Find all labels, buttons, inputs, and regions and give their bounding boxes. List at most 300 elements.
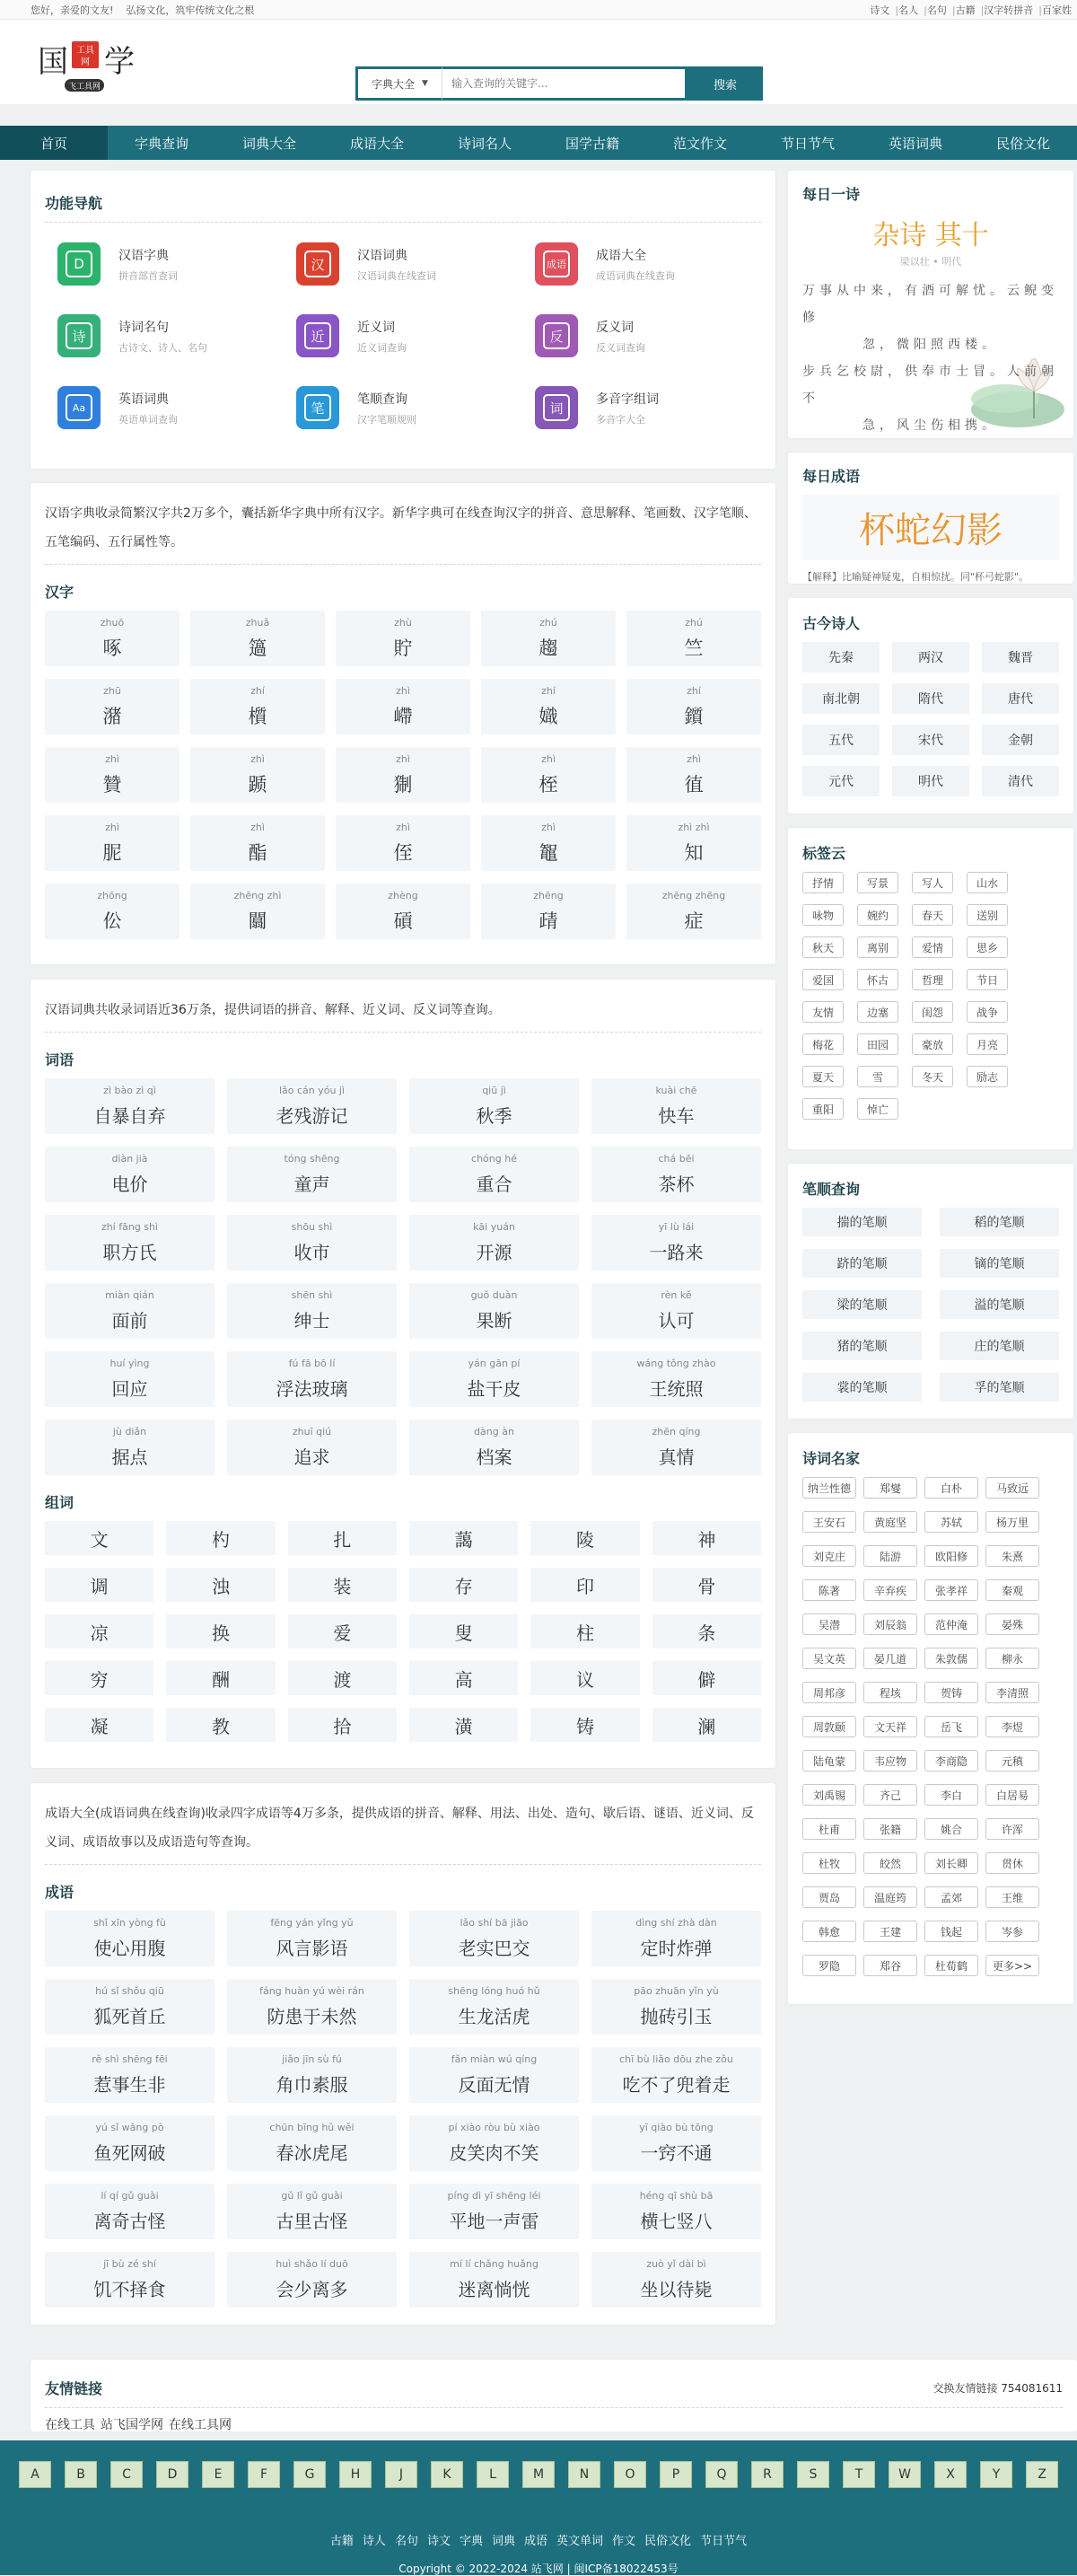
ciyu-card[interactable]	[409, 1147, 579, 1202]
letter-index-item[interactable]: B	[65, 2461, 97, 2488]
feature-item[interactable]	[57, 242, 284, 286]
chengyu-card[interactable]	[45, 2115, 215, 2171]
footer-link[interactable]: 节日节气	[700, 2535, 748, 2548]
poet-name-item[interactable]: 元稹	[985, 1750, 1039, 1772]
footer-link[interactable]: 古籍	[329, 2535, 354, 2548]
footer-link[interactable]: 民俗文化	[644, 2535, 692, 2548]
chengyu-card[interactable]	[409, 1911, 579, 1966]
dynasty-item[interactable]: 明代	[892, 766, 969, 796]
poet-name-item[interactable]: 吴潜	[802, 1613, 856, 1635]
chengyu-card[interactable]	[409, 2115, 579, 2171]
zuci-item[interactable]: 条	[652, 1614, 761, 1648]
chengyu-card[interactable]	[591, 2184, 761, 2239]
chengyu-card[interactable]	[591, 1979, 761, 2035]
tag-item[interactable]: 田园	[857, 1033, 898, 1055]
tag-item[interactable]: 咏物	[802, 904, 844, 926]
icon-glyph: Aa	[66, 394, 92, 421]
hanzi-card[interactable]	[481, 884, 616, 939]
letter-index-item[interactable]: C	[110, 2461, 143, 2488]
stroke-order-item[interactable]: 溢的笔顺	[940, 1290, 1059, 1319]
dynasty-item[interactable]: 魏晋	[982, 642, 1059, 673]
hanzi-card[interactable]	[190, 679, 325, 734]
zuci-item[interactable]: 神	[652, 1521, 761, 1555]
friend-links-contact: 交换友情链接 754081611	[933, 2382, 1063, 2395]
top-link[interactable]: 名人	[898, 4, 919, 16]
friend-link[interactable]: 站飞国学网	[101, 2418, 163, 2432]
zuci-item[interactable]: 凝	[45, 1708, 153, 1742]
ciyu-card[interactable]	[591, 1351, 761, 1407]
poet-name-item[interactable]: 温庭筠	[863, 1886, 917, 1908]
search-bar	[355, 66, 763, 101]
letter-index-item[interactable]: T	[843, 2461, 875, 2488]
chengyu-card[interactable]	[227, 2047, 397, 2103]
pinyin: rě shì shēng fēi	[92, 2053, 168, 2065]
feature-item[interactable]	[57, 314, 284, 357]
poet-name-item[interactable]: 吴文英	[802, 1648, 856, 1669]
ciyu-card[interactable]	[45, 1283, 215, 1339]
dynasty-item[interactable]: 先秦	[802, 642, 880, 673]
ciyu-card[interactable]	[45, 1215, 215, 1270]
tag-item[interactable]: 闺怨	[912, 1001, 953, 1023]
letter-index-item[interactable]: A	[19, 2461, 51, 2488]
zuci-item[interactable]: 叟	[409, 1614, 518, 1648]
stroke-order-item[interactable]: 跻的笔顺	[802, 1249, 922, 1278]
nav-item[interactable]: 英语词典	[888, 135, 942, 152]
tag-item[interactable]: 思乡	[967, 936, 1008, 958]
zuci-item[interactable]: 凉	[45, 1614, 153, 1648]
chengyu-card[interactable]	[227, 1911, 397, 1966]
poet-name-item[interactable]: 杜牧	[802, 1852, 856, 1874]
tag-item[interactable]: 重阳	[802, 1098, 844, 1120]
hanzi-card[interactable]	[45, 884, 180, 939]
footer-link[interactable]: 名句	[394, 2535, 418, 2548]
chengyu-card[interactable]	[409, 1979, 579, 2035]
poet-name-item[interactable]: 孟郊	[924, 1886, 978, 1908]
dynasty-item[interactable]: 隋代	[892, 683, 969, 714]
nav-item[interactable]: 词典大全	[241, 135, 296, 152]
chengyu-card[interactable]	[45, 2252, 215, 2308]
ciyu-card[interactable]	[409, 1215, 579, 1270]
ciyu-card[interactable]	[409, 1283, 579, 1339]
word: 开源	[476, 1242, 512, 1263]
ciyu-card[interactable]	[45, 1078, 215, 1134]
icon-glyph: 反	[543, 322, 570, 349]
letter-index-item[interactable]: N	[568, 2461, 600, 2488]
poet-name-item[interactable]: 贾岛	[802, 1886, 856, 1908]
poet-name-item[interactable]: 陆龟蒙	[802, 1750, 856, 1772]
feature-desc: 英语单词查询	[118, 413, 178, 426]
hanzi-card[interactable]	[626, 884, 761, 939]
tag-item[interactable]: 雪	[857, 1066, 898, 1087]
letter-index-item[interactable]: F	[248, 2461, 280, 2488]
poet-name-item[interactable]: 晏几道	[863, 1648, 917, 1669]
poet-name-item[interactable]: 苏轼	[924, 1511, 978, 1533]
poet-name-item[interactable]: 王建	[863, 1921, 917, 1942]
poet-name-item[interactable]: 李白	[924, 1784, 978, 1806]
letter-index-item[interactable]: L	[477, 2461, 509, 2488]
chengyu-card[interactable]	[45, 2047, 215, 2103]
poet-name-item[interactable]: 王维	[985, 1886, 1039, 1908]
poet-name-item[interactable]: 晏殊	[985, 1613, 1039, 1635]
poet-name-item[interactable]: 杜荀鹤	[924, 1955, 978, 1976]
hanzi-card[interactable]	[190, 815, 325, 871]
dynasty-item[interactable]: 唐代	[982, 683, 1059, 714]
tag-item[interactable]: 夏天	[802, 1066, 844, 1087]
ciyu-card[interactable]	[45, 1147, 215, 1202]
tag-item[interactable]: 悼亡	[857, 1098, 898, 1120]
poet-name-item[interactable]: 刘克庄	[802, 1545, 856, 1567]
stroke-icon	[296, 386, 339, 429]
poet-name-item[interactable]: 韩愈	[802, 1921, 856, 1942]
hanzi-card[interactable]	[190, 611, 325, 666]
tag-item[interactable]: 励志	[967, 1066, 1008, 1087]
zuci-item[interactable]: 文	[45, 1521, 153, 1555]
hanzi-card[interactable]	[190, 884, 325, 939]
letter-index-item[interactable]: R	[751, 2461, 784, 2488]
letter-index-item[interactable]: W	[889, 2461, 921, 2488]
poet-name-item[interactable]: 柳永	[985, 1648, 1039, 1669]
ciyu-card[interactable]	[409, 1078, 579, 1134]
poet-name-item[interactable]: 李煜	[985, 1716, 1039, 1737]
tag-item[interactable]: 秋天	[802, 936, 844, 958]
poet-name-item[interactable]: 岑参	[985, 1921, 1039, 1942]
poet-name-item[interactable]: 张孝祥	[924, 1579, 978, 1601]
tag-item[interactable]: 月亮	[967, 1033, 1008, 1055]
ciyu-card[interactable]	[227, 1078, 397, 1134]
zuci-item[interactable]: 杓	[166, 1521, 275, 1555]
tag-item[interactable]: 抒情	[802, 872, 844, 893]
hanzi-card[interactable]	[481, 679, 616, 734]
dynasty-item[interactable]: 南北朝	[802, 683, 880, 714]
ciyu-card[interactable]	[227, 1147, 397, 1202]
top-link[interactable]: 古籍	[955, 4, 976, 16]
zuci-item[interactable]: 穷	[45, 1661, 153, 1695]
poet-name-item[interactable]: 刘禹锡	[802, 1784, 856, 1806]
hanzi-card[interactable]	[336, 815, 470, 871]
stroke-order-item[interactable]: 稻的笔顺	[940, 1208, 1059, 1236]
chengyu-card[interactable]	[409, 2047, 579, 2103]
pinyin: zhēn qíng	[652, 1426, 701, 1437]
poet-name-item[interactable]: 周邦彦	[802, 1682, 856, 1703]
hanzi-card[interactable]	[336, 679, 470, 734]
hanzi-card[interactable]	[45, 679, 180, 734]
ciyu-card[interactable]	[591, 1078, 761, 1134]
ciyu-card[interactable]	[409, 1420, 579, 1475]
stroke-order-item[interactable]: 孚的笔顺	[940, 1373, 1059, 1402]
poet-name-item[interactable]: 李商隐	[924, 1750, 978, 1772]
poet-name-item[interactable]: 罗隐	[802, 1955, 856, 1976]
poet-name-item[interactable]: 皎然	[863, 1852, 917, 1874]
pinyin: yī qiào bù tōng	[639, 2122, 714, 2133]
poet-name-item[interactable]: 张籍	[863, 1818, 917, 1840]
friend-link[interactable]: 在线工具网	[169, 2418, 232, 2432]
letter-index-item[interactable]: E	[202, 2461, 234, 2488]
poet-name-item[interactable]: 齐己	[863, 1784, 917, 1806]
tag-item[interactable]: 写人	[912, 872, 953, 893]
dynasty-item[interactable]: 五代	[802, 725, 880, 755]
dynasty-item[interactable]: 宋代	[892, 725, 969, 755]
poet-name-item[interactable]: 欧阳修	[924, 1545, 978, 1567]
dynasty-item[interactable]: 清代	[982, 766, 1059, 796]
tag-item[interactable]: 冬天	[912, 1066, 953, 1087]
hanzi-card[interactable]	[626, 611, 761, 666]
zuci-item[interactable]: 扎	[288, 1521, 397, 1555]
feature-item[interactable]	[296, 314, 522, 357]
tag-item[interactable]: 怀古	[857, 969, 898, 990]
hanzi-card[interactable]	[336, 747, 470, 803]
ciyu-card[interactable]	[45, 1420, 215, 1475]
letter-index-item[interactable]: O	[614, 2461, 646, 2488]
dynasty-item[interactable]: 元代	[802, 766, 880, 796]
site-logo[interactable]	[36, 38, 144, 97]
ciyu-card[interactable]	[591, 1147, 761, 1202]
zuci-item[interactable]: 酬	[166, 1661, 275, 1695]
zuci-item[interactable]: 澜	[652, 1708, 761, 1742]
tag-item[interactable]: 离别	[857, 936, 898, 958]
poet-name-item[interactable]: 文天祥	[863, 1716, 917, 1737]
zuci-item[interactable]: 藹	[409, 1521, 518, 1555]
poet-name-item[interactable]: 马致远	[985, 1477, 1039, 1499]
stroke-order-item[interactable]: 猪的笔顺	[802, 1332, 922, 1360]
nav-item[interactable]: 节日节气	[780, 135, 835, 152]
tag-item[interactable]: 边塞	[857, 1001, 898, 1023]
poet-name-item[interactable]: 白朴	[924, 1477, 978, 1499]
poet-name-item[interactable]: 范仲淹	[924, 1613, 978, 1635]
poet-name-item[interactable]: 许浑	[985, 1818, 1039, 1840]
poet-name-item[interactable]: 刘长卿	[924, 1852, 978, 1874]
zuci-item[interactable]: 铸	[530, 1708, 639, 1742]
feature-item[interactable]	[535, 314, 761, 357]
chengyu-card[interactable]	[45, 1979, 215, 2035]
footer-link[interactable]: 字典	[459, 2535, 483, 2548]
ciyu-card[interactable]	[591, 1215, 761, 1270]
chengyu-card[interactable]	[227, 2184, 397, 2239]
hanzi-card[interactable]	[626, 815, 761, 871]
hanzi-card[interactable]	[45, 815, 180, 871]
chengyu-card[interactable]	[227, 2115, 397, 2171]
poet-name-item[interactable]: 刘辰翁	[863, 1613, 917, 1635]
poet-name-item[interactable]: 朱敦儒	[924, 1648, 978, 1669]
chengyu-card[interactable]	[45, 1911, 215, 1966]
poet-name-item[interactable]: 陈著	[802, 1579, 856, 1601]
letter-index-item[interactable]: G	[293, 2461, 326, 2488]
poet-name-item[interactable]: 岳飞	[924, 1716, 978, 1737]
poet-name-item[interactable]: 更多>>	[985, 1955, 1039, 1976]
letter-index-item[interactable]: K	[431, 2461, 463, 2488]
letter-index-item[interactable]: P	[660, 2461, 692, 2488]
hanzi-card[interactable]	[481, 747, 616, 803]
poet-name-item[interactable]: 王安石	[802, 1511, 856, 1533]
letter-index-item[interactable]: H	[339, 2461, 372, 2488]
poem-title[interactable]: 杂诗 其十	[872, 220, 989, 251]
poet-name-item[interactable]: 白居易	[985, 1784, 1039, 1806]
nav-item[interactable]: 范文作文	[672, 135, 727, 152]
letter-index-item[interactable]: X	[934, 2461, 967, 2488]
poet-name-item[interactable]: 黄庭坚	[863, 1511, 917, 1533]
zuci-item[interactable]: 潢	[409, 1708, 518, 1742]
zuci-item[interactable]: 浊	[166, 1568, 275, 1602]
feature-item[interactable]	[535, 386, 761, 429]
zuci-item[interactable]: 高	[409, 1661, 518, 1695]
poet-name-item[interactable]: 贺铸	[924, 1682, 978, 1703]
feature-item[interactable]	[296, 386, 522, 429]
letter-index-item[interactable]: M	[522, 2461, 555, 2488]
poet-name-item[interactable]: 姚合	[924, 1818, 978, 1840]
letter-index-item[interactable]: Z	[1026, 2461, 1058, 2488]
chengyu-card[interactable]	[409, 2252, 579, 2308]
pinyin: huì shǎo lí duō	[276, 2258, 348, 2270]
poet-name-item[interactable]: 郑谷	[863, 1955, 917, 1976]
zuci-item[interactable]: 换	[166, 1614, 275, 1648]
zuci-item[interactable]: 柱	[530, 1614, 639, 1648]
ciyu-card[interactable]	[409, 1351, 579, 1407]
chengyu-card[interactable]	[227, 2252, 397, 2308]
zuci-item[interactable]: 拾	[288, 1708, 397, 1742]
chengyu-card[interactable]	[591, 2252, 761, 2308]
tag-item[interactable]: 友情	[802, 1001, 844, 1023]
letter-index-item[interactable]: J	[385, 2461, 417, 2488]
feature-name: 诗词名句	[118, 320, 169, 335]
stroke-order-item[interactable]: 裳的笔顺	[802, 1373, 922, 1402]
tag-item[interactable]: 写景	[857, 872, 898, 893]
tag-item[interactable]: 婉约	[857, 904, 898, 926]
poet-name-item[interactable]: 韦应物	[863, 1750, 917, 1772]
nav-item[interactable]: 字典查询	[134, 135, 188, 152]
word: 童声	[293, 1174, 330, 1195]
footer-link[interactable]: 英文单词	[556, 2535, 604, 2548]
nav-item[interactable]: 国学古籍	[565, 135, 619, 152]
zuci-item[interactable]: 僻	[652, 1661, 761, 1695]
top-link[interactable]: 百家姓	[1042, 4, 1072, 16]
footer-link[interactable]: 词典	[491, 2535, 515, 2548]
hanzi-card[interactable]	[45, 611, 180, 666]
hanzi-card[interactable]	[481, 611, 616, 666]
feature-item[interactable]	[296, 242, 522, 286]
chengyu-card[interactable]	[591, 2115, 761, 2171]
footer-link[interactable]: 诗文	[426, 2535, 451, 2548]
tag-item[interactable]: 节日	[967, 969, 1008, 990]
ciyu-card[interactable]	[227, 1420, 397, 1475]
stroke-order-item[interactable]: 镝的笔顺	[940, 1249, 1059, 1278]
letter-index-item[interactable]: Q	[705, 2461, 738, 2488]
search-category-select[interactable]	[355, 66, 442, 101]
poet-name-item[interactable]: 杜甫	[802, 1818, 856, 1840]
ciyu-card[interactable]	[591, 1283, 761, 1339]
footer-link[interactable]: 成语	[524, 2535, 548, 2548]
idiom-book-icon	[535, 242, 578, 286]
poet-name-item[interactable]: 周敦颐	[802, 1716, 856, 1737]
nav-item[interactable]: 成语大全	[349, 135, 404, 152]
chengyu-card[interactable]	[591, 2047, 761, 2103]
top-link[interactable]: 名句	[926, 4, 947, 16]
daily-idiom-word[interactable]: 杯蛇幻影	[802, 495, 1059, 560]
poet-name-item[interactable]: 郑燮	[863, 1477, 917, 1499]
word: 追求	[293, 1446, 330, 1468]
poet-name-item[interactable]: 钱起	[924, 1921, 978, 1942]
hanzi-card[interactable]	[626, 747, 761, 803]
chengyu-card[interactable]	[591, 1911, 761, 1966]
tag-item[interactable]: 战争	[967, 1001, 1008, 1023]
ciyu-card[interactable]	[45, 1351, 215, 1407]
hanzi-card[interactable]	[45, 747, 180, 803]
hanzi-card[interactable]	[336, 611, 470, 666]
dynasty-item[interactable]: 两汉	[892, 642, 969, 673]
zuci-item[interactable]: 存	[409, 1568, 518, 1602]
feature-text	[596, 246, 675, 283]
chengyu-card[interactable]	[45, 2184, 215, 2239]
zuci-item[interactable]: 渡	[288, 1661, 397, 1695]
poet-name-item[interactable]: 李清照	[985, 1682, 1039, 1703]
tag-item[interactable]: 梅花	[802, 1033, 844, 1055]
zuci-item[interactable]: 骨	[652, 1568, 761, 1602]
poet-name-item[interactable]: 秦观	[985, 1579, 1039, 1601]
tag-item[interactable]: 爱情	[912, 936, 953, 958]
nav-item[interactable]: 诗词名人	[457, 135, 512, 152]
search-input[interactable]	[442, 66, 687, 101]
poet-name-item[interactable]: 贯休	[985, 1852, 1039, 1874]
stroke-order-item[interactable]: 揣的笔顺	[802, 1208, 922, 1236]
hanzi-card[interactable]	[626, 679, 761, 734]
tag-item[interactable]: 豪放	[912, 1033, 953, 1055]
footer-link[interactable]: 诗人	[362, 2535, 386, 2548]
footer-link[interactable]: 作文	[612, 2535, 636, 2548]
zuci-item[interactable]: 印	[530, 1568, 639, 1602]
chengyu-card[interactable]	[409, 2184, 579, 2239]
tag-item[interactable]: 山水	[967, 872, 1008, 893]
poet-name-item[interactable]: 陆游	[863, 1545, 917, 1567]
hanzi-card[interactable]	[336, 884, 470, 939]
zuci-item[interactable]: 爱	[288, 1614, 397, 1648]
letter-index-item[interactable]: S	[797, 2461, 829, 2488]
dynasty-item[interactable]: 金朝	[982, 725, 1059, 755]
friend-link[interactable]: 在线工具	[45, 2418, 95, 2432]
tag-item[interactable]: 哲理	[912, 969, 953, 990]
poet-name-item[interactable]: 朱熹	[985, 1545, 1039, 1567]
poet-name-item[interactable]: 纳兰性德	[802, 1477, 856, 1499]
zuci-item[interactable]: 调	[45, 1568, 153, 1602]
nav-item[interactable]: 首页	[0, 126, 108, 160]
hanzi-card[interactable]	[190, 747, 325, 803]
poet-name-item[interactable]: 杨万里	[985, 1511, 1039, 1533]
zuci-item[interactable]: 陵	[530, 1521, 639, 1555]
poet-name-item[interactable]: 程垓	[863, 1682, 917, 1703]
tag-item[interactable]: 春天	[912, 904, 953, 926]
ciyu-card[interactable]	[227, 1283, 397, 1339]
letter-index-item[interactable]: D	[156, 2461, 188, 2488]
ciyu-card[interactable]	[591, 1420, 761, 1475]
tag-item[interactable]: 爱国	[802, 969, 844, 990]
zuci-item[interactable]: 装	[288, 1568, 397, 1602]
tag-item[interactable]: 送别	[967, 904, 1008, 926]
poet-name-item[interactable]: 辛弃疾	[863, 1579, 917, 1601]
search-button[interactable]: 搜索	[687, 66, 763, 101]
hanzi-card[interactable]	[481, 815, 616, 871]
letter-index-item[interactable]: Y	[980, 2461, 1012, 2488]
ciyu-card[interactable]	[227, 1351, 397, 1407]
ciyu-card[interactable]	[227, 1215, 397, 1270]
pinyin: wáng tǒng zhào	[636, 1358, 716, 1369]
chengyu-card[interactable]	[227, 1979, 397, 2035]
feature-item[interactable]	[535, 242, 761, 286]
stroke-order-item[interactable]: 庄的笔顺	[940, 1332, 1059, 1360]
top-link[interactable]: 诗文	[870, 4, 890, 16]
stroke-order-item[interactable]: 梁的笔顺	[802, 1290, 922, 1319]
top-link[interactable]: 汉字转拼音	[984, 4, 1034, 16]
zuci-item[interactable]: 议	[530, 1661, 639, 1695]
feature-item[interactable]	[57, 386, 284, 429]
zuci-item[interactable]: 教	[166, 1708, 275, 1742]
nav-item[interactable]: 民俗文化	[995, 135, 1050, 152]
